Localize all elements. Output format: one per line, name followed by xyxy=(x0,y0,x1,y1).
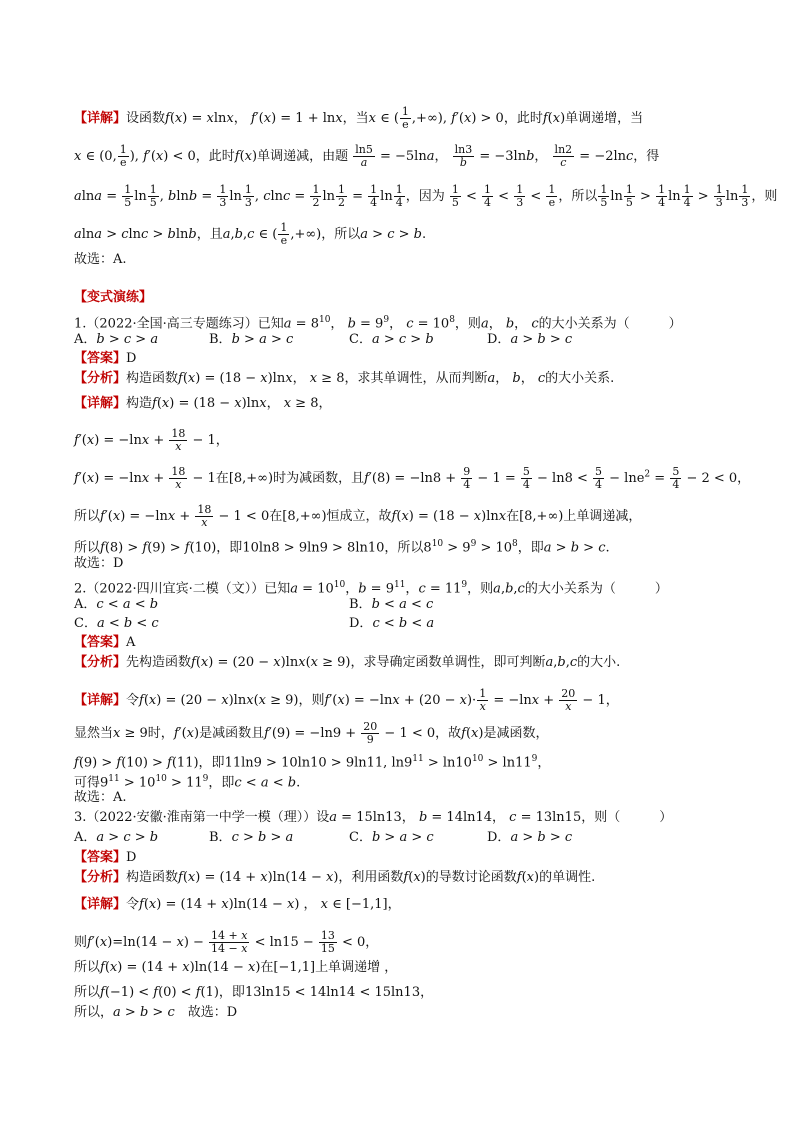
detail-line-2: x ∈ (0, $\frac{1}{e}$ ), f′(x) < 0，此时f(x)单调递减，由题 $\frac{\ln 5}{a}$ = −5lna， $\frac{\ln 3}{b}$ = −3lnb， $\frac{\ln 2}{c}$ = −2lnc，得 xyxy=(74,143,660,169)
detail-tag: 【详解】 xyxy=(74,111,127,126)
q2-option-b[interactable]: B．b < a < c xyxy=(349,597,434,612)
q1-analysis: 【分析】构造函数f(x) = (18 − x)lnx， x ≥ 8，求其单调性，从而判断a， b， c的大小关系. xyxy=(74,371,615,386)
q2-detail-3: f(9) > f(10) > f(11)，即11ln9 > 10ln10 > 9ln11, $\ln 9^{11} > \ln 10^{10} > \ln 11^9$， xyxy=(74,754,551,771)
q2-detail-4: 可得$9^{11} > 10^{10} > 11^9$，即c < a < b. xyxy=(74,774,301,791)
q3-option-a[interactable]: A．a > c > b xyxy=(74,830,159,845)
q1-options xyxy=(74,332,734,348)
q1-detail-2: f′(x) = −lnx + $\frac{18}{x}$ − 1， xyxy=(74,427,229,453)
q2-options-row2 xyxy=(74,616,734,632)
choose-line-0: 故选：A. xyxy=(74,252,127,267)
q1-option-a[interactable]: A．b > c > a xyxy=(74,332,159,347)
q3-analysis: 【分析】构造函数f(x) = (14 + x)ln(14 − x)，利用函数f(x)的导数讨论函数f(x)的单调性. xyxy=(74,870,596,885)
q2-stem: 2.（2022·四川宜宾·二模（文））已知$a = 10^{10}$，$b = 9^{11}$，$c = 11^9$，则a,b,c的大小关系为（ ） xyxy=(74,580,668,597)
detail-line-1: 【详解】设函数f(x) = xlnx， f′(x) = 1 + lnx，当x ∈ ( $\frac{1}{e}$ ,+∞), f′(x) > 0，此时f(x)单调递增，当 xyxy=(74,105,644,131)
q2-detail-2: 显然当x ≥ 9时，f′(x)是减函数且f′(9) = −ln9 + $\frac{20}{9}$ − 1 < 0，故f(x)是减函数， xyxy=(74,720,549,746)
q1-option-d[interactable]: D．a > b > c xyxy=(487,332,573,347)
q3-detail-3: 所以f(x) = (14 + x)ln(14 − x)在[−1,1]上单调递增 ， xyxy=(74,960,398,975)
q2-analysis: 【分析】先构造函数f(x) = (20 − x)lnx(x ≥ 9)，求导确定函数单调性，即可判断a,b,c的大小. xyxy=(74,655,621,670)
q2-detail-1: 【详解】令f(x) = (20 − x)lnx(x ≥ 9)，则f′(x) = −lnx + (20 − x)· $\frac{1}{x}$ = −lnx + $\frac{20}{x}$ − 1， xyxy=(74,687,619,713)
q1-option-c[interactable]: C．a > c > b xyxy=(349,332,434,347)
q2-choose: 故选：A. xyxy=(74,790,127,805)
q3-answer: 【答案】D xyxy=(74,850,137,865)
q3-detail-2: 则f′(x)=ln(14 − x) − $\frac{14 + x}{14 - x}$ < ln15 − $\frac{13}{15}$ < 0， xyxy=(74,929,379,955)
q1-choose: 故选：D xyxy=(74,556,124,571)
q1-detail-1: 【详解】构造f(x) = (18 − x)lnx， x ≥ 8， xyxy=(74,396,332,411)
q1-option-b[interactable]: B．b > a > c xyxy=(209,332,294,347)
q3-detail-5: 所以，a > b > c 故选：D xyxy=(74,1005,238,1020)
q1-answer: 【答案】D xyxy=(74,351,137,366)
detail-line-3: alna = $\frac{1}{5}$ ln $\frac{1}{5}$ , blnb = $\frac{1}{3}$ ln $\frac{1}{3}$ , clnc = $\frac{1}{2}$ ln $\frac{1}{2}$ = $\frac{1}{4}$ ln $\frac{1}{4}$ ，因为 $\frac{1}{5}$ < $\frac{1}{4}$ < $\frac{1}{3}$ < $\frac{1}{e}$ ，所以 $\frac{1}{5}$ ln $\frac{1}{5}$ > $\frac{1}{4}$ ln $\frac{1}{4}$ > $\frac{1}{3}$ ln $\frac{1}{3}$ ，则 xyxy=(74,183,778,209)
variation-title: 【变式演练】 xyxy=(74,290,153,305)
q3-stem: 3.（2022·安徽·淮南第一中学一模（理））设a = 15ln13， b = 14ln14， c = 13ln15，则（ ） xyxy=(74,810,673,825)
q3-options xyxy=(74,830,734,846)
q2-option-d[interactable]: D．c < b < a xyxy=(349,616,435,631)
q2-answer: 【答案】A xyxy=(74,635,136,650)
q3-detail-1: 【详解】令f(x) = (14 + x)ln(14 − x) ， x ∈ [−1,1]， xyxy=(74,897,401,912)
detail-line-4: alna > clnc > blnb，且a,b,c ∈ ( $\frac{1}{e}$ ,+∞)，所以a > c > b. xyxy=(74,221,427,247)
q3-option-c[interactable]: C．b > a > c xyxy=(349,830,434,845)
q1-detail-3: f′(x) = −lnx + $\frac{18}{x}$ − 1在[8,+∞)时为减函数，且f′(8) = −ln8 + $\frac{9}{4}$ − 1 = $\frac{5}{4}$ − ln8 < $\frac{5}{4}$ − lne$^2$ = $\frac{5}{4}$ − 2 < 0， xyxy=(74,465,751,491)
q2-option-a[interactable]: A．c < a < b xyxy=(74,597,159,612)
q3-option-d[interactable]: D．a > b > c xyxy=(487,830,573,845)
q2-option-c[interactable]: C．a < b < c xyxy=(74,616,159,631)
q1-stem: 1.（2022·全国·高三专题练习）已知$a = 8^{10}$， $b = 9^9$， $c = 10^8$，则a， b， c的大小关系为（ ） xyxy=(74,315,682,332)
q3-detail-4: 所以f(−1) < f(0) < f(1)，即13ln15 < 14ln14 < 15ln13， xyxy=(74,985,434,1000)
q2-options-row1 xyxy=(74,597,734,613)
q1-detail-4: 所以f′(x) = −lnx + $\frac{18}{x}$ − 1 < 0在[8,+∞)恒成立，故f(x) = (18 − x)lnx在[8,+∞)上单调递减， xyxy=(74,503,642,529)
q1-detail-5: 所以f(8) > f(9) > f(10)，即10ln8 > 9ln9 > 8ln10，所以$8^{10} > 9^9 > 10^8$，即a > b > c. xyxy=(74,539,610,556)
q3-option-b[interactable]: B．c > b > a xyxy=(209,830,294,845)
